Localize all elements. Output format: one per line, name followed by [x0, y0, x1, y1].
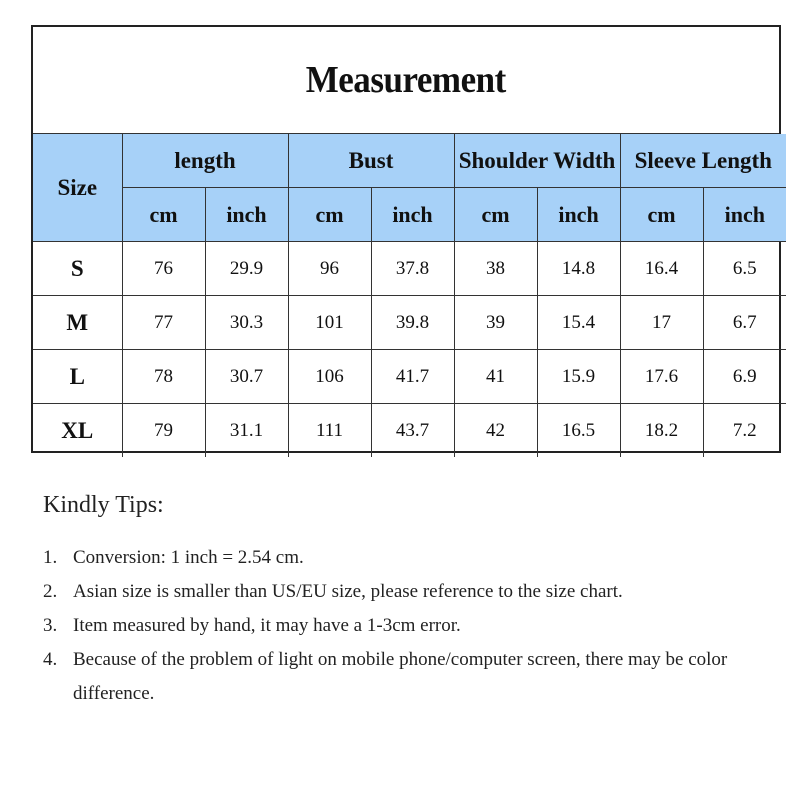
- title-row: [33, 27, 779, 134]
- table-row: [33, 296, 786, 350]
- list-item: [43, 541, 763, 575]
- unit-header-inch: inch: [205, 188, 288, 242]
- size-cell: XL: [33, 404, 122, 458]
- table-cell: 15.4: [537, 296, 620, 350]
- table-cell: 17.6: [620, 350, 703, 404]
- table-cell: 16.4: [620, 242, 703, 296]
- unit-header-inch: inch: [371, 188, 454, 242]
- table-cell: 111: [288, 404, 371, 458]
- list-item-number: 2.: [43, 581, 58, 602]
- size-cell: L: [33, 350, 122, 404]
- table-row: [33, 404, 786, 458]
- table-cell: 38: [454, 242, 537, 296]
- group-header-sleeve-length: Sleeve Length: [620, 134, 786, 188]
- unit-header-cm: cm: [454, 188, 537, 242]
- table-row: [33, 350, 786, 404]
- table-cell: 30.3: [205, 296, 288, 350]
- measurement-table: [33, 134, 786, 457]
- group-header-shoulder-width: Shoulder Width: [454, 134, 620, 188]
- group-header-row: [33, 134, 786, 188]
- list-item: [43, 609, 763, 643]
- unit-header-cm: cm: [122, 188, 205, 242]
- size-header: Size: [33, 134, 122, 242]
- table-cell: 6.5: [703, 242, 786, 296]
- table-cell: 17: [620, 296, 703, 350]
- table-row: [33, 242, 786, 296]
- list-item-text: Conversion: 1 inch = 2.54 cm.: [73, 547, 304, 568]
- size-cell: S: [33, 242, 122, 296]
- tips-heading: Kindly Tips:: [43, 492, 164, 518]
- unit-header-cm: cm: [620, 188, 703, 242]
- table-cell: 96: [288, 242, 371, 296]
- table-cell: 39.8: [371, 296, 454, 350]
- table-cell: 15.9: [537, 350, 620, 404]
- table-cell: 31.1: [205, 404, 288, 458]
- tips-section: [43, 492, 763, 711]
- unit-header-inch: inch: [537, 188, 620, 242]
- list-item: [43, 575, 763, 609]
- table-cell: 14.8: [537, 242, 620, 296]
- group-header-bust: Bust: [288, 134, 454, 188]
- table-cell: 41: [454, 350, 537, 404]
- unit-header-row: [33, 188, 786, 242]
- size-chart: [31, 25, 781, 453]
- table-cell: 42: [454, 404, 537, 458]
- list-item-text: Because of the problem of light on mobile phone/computer screen, there may be color difference.: [73, 649, 728, 704]
- list-item-number: 1.: [43, 547, 58, 568]
- list-item-text: Asian size is smaller than US/EU size, please reference to the size chart.: [73, 581, 623, 602]
- table-cell: 30.7: [205, 350, 288, 404]
- unit-header-inch: inch: [703, 188, 786, 242]
- table-cell: 6.9: [703, 350, 786, 404]
- table-cell: 77: [122, 296, 205, 350]
- table-cell: 41.7: [371, 350, 454, 404]
- table-cell: 7.2: [703, 404, 786, 458]
- table-cell: 37.8: [371, 242, 454, 296]
- table-cell: 6.7: [703, 296, 786, 350]
- table-cell: 79: [122, 404, 205, 458]
- table-cell: 39: [454, 296, 537, 350]
- table-cell: 43.7: [371, 404, 454, 458]
- page-title: Measurement: [305, 59, 507, 101]
- table-cell: 16.5: [537, 404, 620, 458]
- list-item-number: 3.: [43, 615, 58, 636]
- table-cell: 29.9: [205, 242, 288, 296]
- table-cell: 101: [288, 296, 371, 350]
- table-cell: 106: [288, 350, 371, 404]
- list-item-number: 4.: [43, 649, 58, 670]
- list-item: [43, 643, 763, 711]
- group-header-length: length: [122, 134, 288, 188]
- table-cell: 76: [122, 242, 205, 296]
- table-cell: 78: [122, 350, 205, 404]
- tips-list: [43, 541, 763, 711]
- unit-header-cm: cm: [288, 188, 371, 242]
- table-cell: 18.2: [620, 404, 703, 458]
- list-item-text: Item measured by hand, it may have a 1-3cm error.: [73, 615, 461, 636]
- size-cell: M: [33, 296, 122, 350]
